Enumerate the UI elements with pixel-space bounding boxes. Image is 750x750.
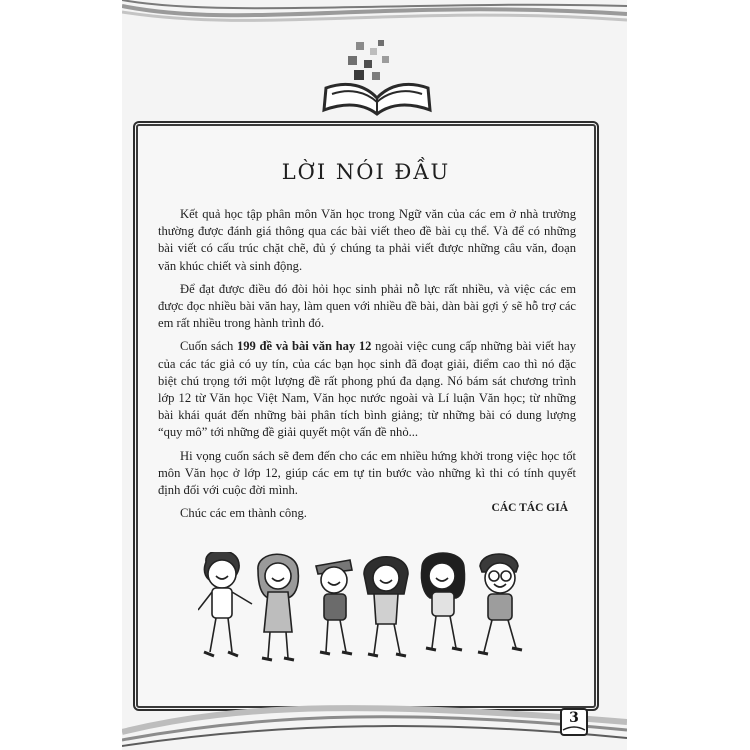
paragraph-1: Kết quả học tập phân môn Văn học trong Ngữ văn của các em ở nhà trường thường được đánh giá thông qua các bài viết theo đề bài cụ thể. Và để có những bài viết có cấu trúc chặt chẽ, đủ ý chúng ta phải viết được những câu văn, đoạn văn khúc chiết và sinh động. xyxy=(158,207,576,273)
open-book-icon xyxy=(318,38,436,120)
paragraph-4: Hi vọng cuốn sách sẽ đem đến cho các em nhiều hứng khởi trong việc học tốt môn Văn học ở lớp 12, giúp các em tự tin bước vào những kì thi có tính quyết định đối với cuộc đời mình. xyxy=(158,448,576,498)
bottom-wave-decoration xyxy=(122,682,627,750)
paragraph-2: Để đạt được điều đó đòi hỏi học sinh phải nỗ lực rất nhiều, và việc các em được đọc nhiều bài văn hay, làm quen với nhiều đề bài, dàn bài gợi ý sẽ hỗ trợ các em rất nhiều trong hành trình đó. xyxy=(158,281,576,331)
top-wave-decoration xyxy=(122,0,627,40)
page-title: LỜI NÓI ĐẦU xyxy=(281,160,451,184)
authors-signature: CÁC TÁC GIẢ xyxy=(491,502,568,514)
children-illustration xyxy=(198,552,538,672)
preface-body xyxy=(158,206,576,528)
child-3 xyxy=(316,560,352,654)
child-4 xyxy=(364,557,408,656)
book-title-bold: 199 đề và bài văn hay 12 xyxy=(236,339,372,354)
child-1 xyxy=(198,552,252,656)
closing-line: Chúc các em thành công. xyxy=(180,506,307,521)
page-number: 3 xyxy=(569,710,579,726)
paragraph-3-intro: Cuốn sách xyxy=(180,339,237,354)
child-5 xyxy=(421,553,464,650)
paragraph-3-rest: ngoài việc cung cấp những bài viết hay của các tác giả có uy tín, của các bạn học sinh đã đoạt giải, điểm cao thì nó đặc biệt chú trọng tới một lượng đề rất phong phú đa dạng. Nó bám sát chương trình lớp 12 từ Văn học Việt Nam, Văn học nước ngoài và Lí luận Văn học; từ những bài khái quát đến những bài phân tích bình giảng; từ những bài có dung lượng “quy mô” tới những đề giải quyết một vấn đề nhỏ... xyxy=(158,339,576,440)
child-6 xyxy=(478,554,522,654)
child-2 xyxy=(258,554,298,660)
paragraph-3 xyxy=(158,338,576,441)
